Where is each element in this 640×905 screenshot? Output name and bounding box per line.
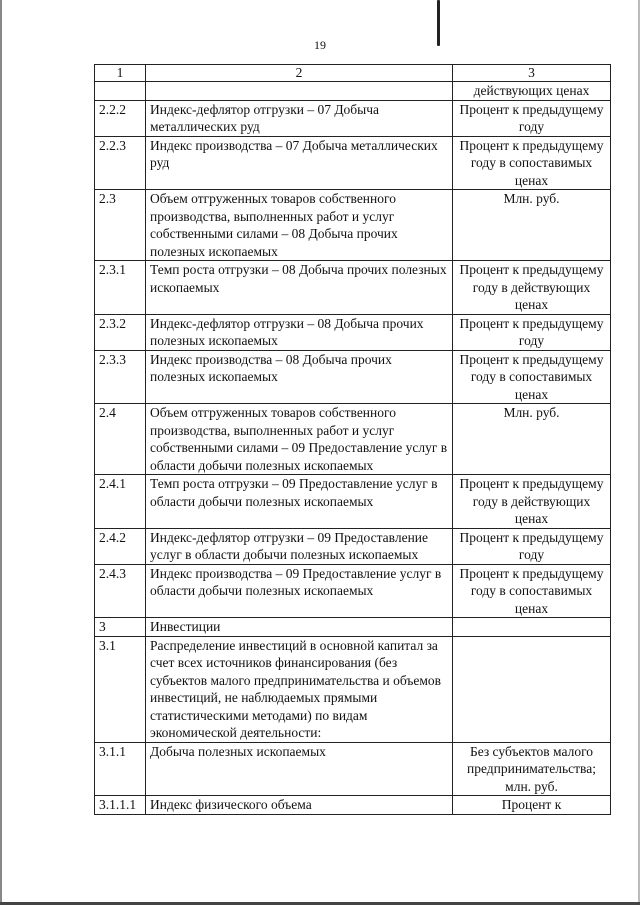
row-indicator-name: Темп роста отгрузки – 09 Предоставление услуг в области добычи полезных ископаемых bbox=[146, 475, 453, 529]
table-row bbox=[95, 350, 611, 404]
row-number: 2.4.2 bbox=[95, 528, 146, 564]
row-number: 3.1 bbox=[95, 636, 146, 742]
row-unit: Процент к предыдущему году bbox=[453, 528, 611, 564]
row-unit bbox=[453, 618, 611, 637]
table-row bbox=[95, 528, 611, 564]
row-number: 3.1.1.1 bbox=[95, 796, 146, 815]
table-row bbox=[95, 261, 611, 315]
row-indicator-name: Индекс физического объема bbox=[146, 796, 453, 815]
row-unit: действующих ценах bbox=[453, 82, 611, 101]
row-unit: Процент к bbox=[453, 796, 611, 815]
row-number: 2.3.3 bbox=[95, 350, 146, 404]
column-header-number: 1 bbox=[95, 65, 146, 82]
page-number: 19 bbox=[314, 38, 326, 52]
row-indicator-name: Индекс-дефлятор отгрузки – 09 Предоставление услуг в области добычи полезных ископаемых bbox=[146, 528, 453, 564]
row-number: 2.3.1 bbox=[95, 261, 146, 315]
scan-left-edge bbox=[0, 0, 2, 905]
row-indicator-name: Добыча полезных ископаемых bbox=[146, 742, 453, 796]
table-row bbox=[95, 404, 611, 475]
row-unit: Без субъектов малого предпринимательства; млн. руб. bbox=[453, 742, 611, 796]
row-indicator-name: Индекс производства – 07 Добыча металлических руд bbox=[146, 136, 453, 190]
row-number: 2.2.3 bbox=[95, 136, 146, 190]
row-indicator-name: Индекс производства – 08 Добыча прочих полезных ископаемых bbox=[146, 350, 453, 404]
table-row bbox=[95, 100, 611, 136]
row-number: 2.4.3 bbox=[95, 564, 146, 618]
table-row bbox=[95, 314, 611, 350]
row-number: 2.3 bbox=[95, 190, 146, 261]
column-header-unit: 3 bbox=[453, 65, 611, 82]
row-number: 2.2.2 bbox=[95, 100, 146, 136]
row-number: 2.4.1 bbox=[95, 475, 146, 529]
row-unit: Млн. руб. bbox=[453, 404, 611, 475]
indicator-table bbox=[94, 64, 611, 815]
table-row bbox=[95, 796, 611, 815]
table-row bbox=[95, 136, 611, 190]
table-row bbox=[95, 636, 611, 742]
table-row bbox=[95, 742, 611, 796]
row-number: 2.3.2 bbox=[95, 314, 146, 350]
table-row bbox=[95, 190, 611, 261]
row-unit: Млн. руб. bbox=[453, 190, 611, 261]
row-unit: Процент к предыдущему году bbox=[453, 100, 611, 136]
column-header-name: 2 bbox=[146, 65, 453, 82]
row-unit: Процент к предыдущему году bbox=[453, 314, 611, 350]
row-unit: Процент к предыдущему году в действующих ценах bbox=[453, 475, 611, 529]
row-indicator-name: Объем отгруженных товаров собственного производства, выполненных работ и услуг собственными силами – 08 Добыча прочих полезных ископаемых bbox=[146, 190, 453, 261]
row-indicator-name: Объем отгруженных товаров собственного производства, выполненных работ и услуг собственными силами – 09 Предоставление услуг в области добычи полезных ископаемых bbox=[146, 404, 453, 475]
row-unit: Процент к предыдущему году в действующих ценах bbox=[453, 261, 611, 315]
row-indicator-name bbox=[146, 82, 453, 101]
row-indicator-name: Распределение инвестиций в основной капитал за счет всех источников финансирования (без субъектов малого предпринимательства и объемов инвестиций, не наблюдаемых прямыми статистическими методами) по видам экономической деятельности: bbox=[146, 636, 453, 742]
row-number: 3.1.1 bbox=[95, 742, 146, 796]
row-indicator-name: Индекс-дефлятор отгрузки – 08 Добыча прочих полезных ископаемых bbox=[146, 314, 453, 350]
table-header-row bbox=[95, 65, 611, 82]
table-row bbox=[95, 82, 611, 101]
row-unit: Процент к предыдущему году в сопоставимых ценах bbox=[453, 350, 611, 404]
row-indicator-name: Инвестиции bbox=[146, 618, 453, 637]
row-number: 3 bbox=[95, 618, 146, 637]
row-number: 2.4 bbox=[95, 404, 146, 475]
table-row bbox=[95, 618, 611, 637]
row-indicator-name: Темп роста отгрузки – 08 Добыча прочих полезных ископаемых bbox=[146, 261, 453, 315]
table-row bbox=[95, 475, 611, 529]
row-indicator-name: Индекс производства – 09 Предоставление услуг в области добычи полезных ископаемых bbox=[146, 564, 453, 618]
row-unit: Процент к предыдущему году в сопоставимых ценах bbox=[453, 136, 611, 190]
table-row bbox=[95, 564, 611, 618]
row-indicator-name: Индекс-дефлятор отгрузки – 07 Добыча металлических руд bbox=[146, 100, 453, 136]
row-number bbox=[95, 82, 146, 101]
row-unit: Процент к предыдущему году в сопоставимых ценах bbox=[453, 564, 611, 618]
row-unit bbox=[453, 636, 611, 742]
